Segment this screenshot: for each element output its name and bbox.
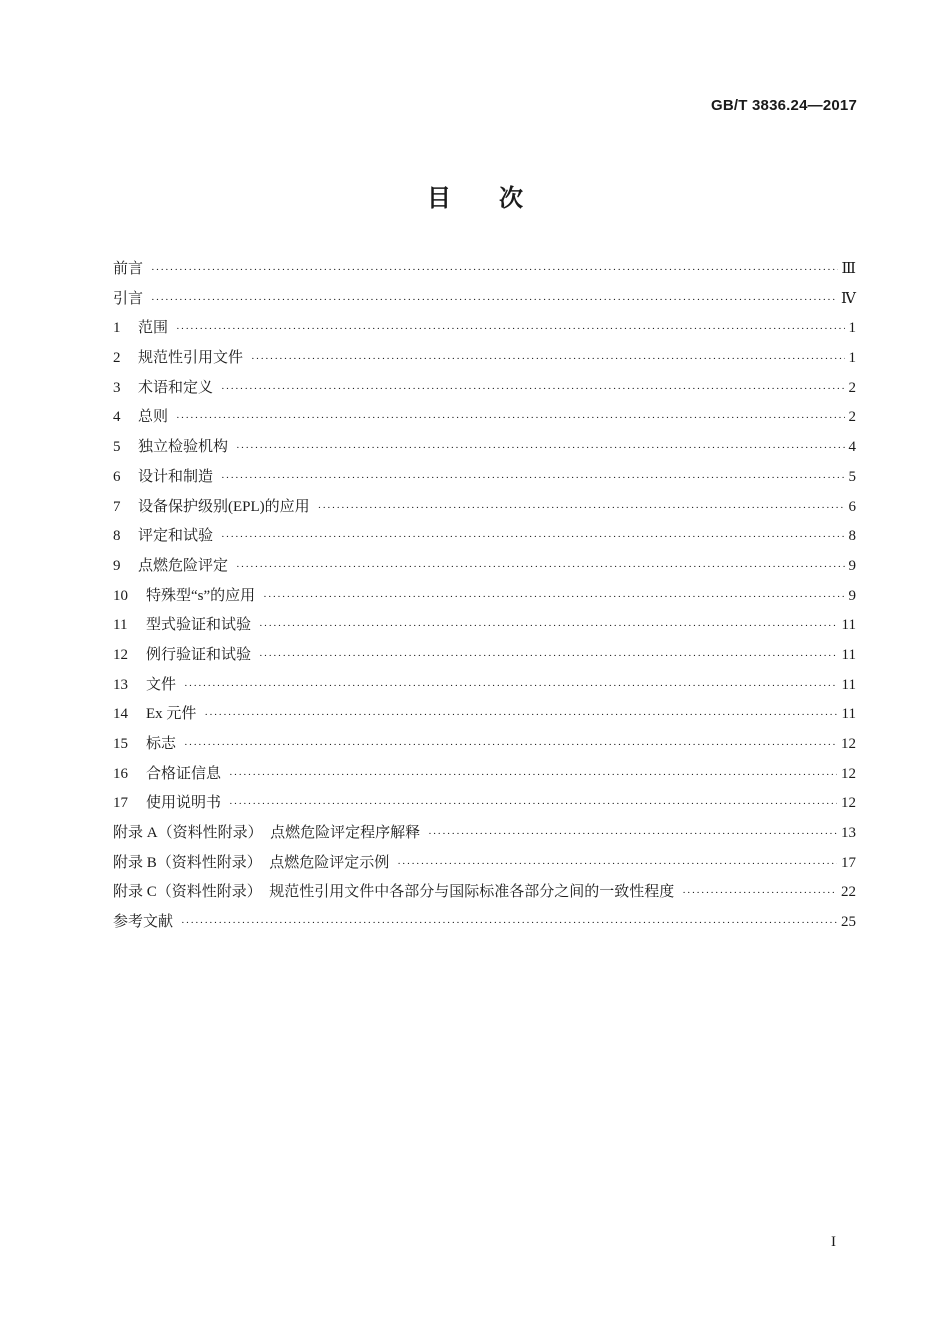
toc-entry-label: 附录 B（资料性附录） 点燃危险评定示例 <box>113 854 390 871</box>
toc-entry-page: 25 <box>841 914 856 931</box>
toc-entry-number: 3 <box>113 379 121 396</box>
toc-entry-page: Ⅲ <box>841 261 856 277</box>
toc-entry[interactable] <box>113 674 856 704</box>
toc-entry[interactable] <box>113 555 856 585</box>
toc-entry[interactable] <box>113 317 856 347</box>
toc-entry-label: 文件 <box>146 676 177 693</box>
toc-entry[interactable] <box>113 763 856 793</box>
toc-entry-page: 6 <box>848 498 856 515</box>
toc-entry-page: 22 <box>841 884 856 901</box>
dot-leader <box>397 853 837 875</box>
toc-entry[interactable] <box>113 377 856 407</box>
toc-entry-number: 5 <box>113 439 121 456</box>
dot-leader <box>151 289 837 311</box>
toc-entry-label: 点燃危险评定 <box>138 557 229 574</box>
page-number: I <box>831 1234 836 1250</box>
toc-entry[interactable] <box>113 585 856 615</box>
toc-entry-number: 8 <box>113 528 121 545</box>
toc-entry[interactable] <box>113 822 856 852</box>
toc-entry[interactable] <box>113 881 856 911</box>
standard-number: GB/T 3836.24—2017 <box>711 97 857 114</box>
toc-entry-label: 评定和试验 <box>138 528 214 545</box>
toc-entry-number: 16 <box>113 765 128 782</box>
dot-leader <box>682 882 837 904</box>
dot-leader <box>229 764 837 786</box>
toc-entry-page: 11 <box>841 706 856 723</box>
toc-entry-number: 9 <box>113 557 121 574</box>
dot-leader <box>221 378 844 400</box>
toc-entry-page: 11 <box>841 646 856 663</box>
toc-entry-label: 术语和定义 <box>138 379 214 396</box>
page-title: 目次 <box>427 186 571 212</box>
dot-leader <box>229 793 837 815</box>
dot-leader <box>259 645 838 667</box>
toc-entry[interactable] <box>113 258 856 288</box>
toc-entry-page: 9 <box>848 587 856 604</box>
toc-entry-label: 参考文献 <box>113 914 174 931</box>
toc-entry[interactable] <box>113 347 856 377</box>
toc-entry-label: 附录 A（资料性附录） 点燃危险评定程序解释 <box>113 825 421 842</box>
toc-entry-page: 8 <box>848 528 856 545</box>
toc-entry-label: 设备保护级别(EPL)的应用 <box>138 498 310 515</box>
dot-leader <box>176 407 844 429</box>
toc-entry-label: 前言 <box>113 261 144 277</box>
toc-entry-page: 2 <box>848 379 856 396</box>
toc-entry-number: 6 <box>113 468 121 485</box>
toc-entry[interactable] <box>113 911 856 941</box>
dot-leader <box>151 259 838 281</box>
toc-entry[interactable] <box>113 792 856 822</box>
toc-entry-label: 引言 <box>113 290 144 307</box>
toc-entry-label: 设计和制造 <box>138 468 214 485</box>
toc-entry-label: 型式验证和试验 <box>146 617 252 634</box>
dot-leader <box>204 704 837 726</box>
toc-entry-page: 13 <box>841 825 856 842</box>
toc-entry-label: 规范性引用文件 <box>138 350 244 367</box>
toc-entry-number: 12 <box>113 646 128 663</box>
table-of-contents <box>113 258 856 941</box>
toc-entry[interactable] <box>113 614 856 644</box>
toc-entry-number: 17 <box>113 795 128 812</box>
toc-entry-page: 11 <box>841 676 856 693</box>
toc-entry-number: 1 <box>113 320 121 337</box>
toc-entry-page: 12 <box>841 795 856 812</box>
dot-leader <box>184 675 838 697</box>
dot-leader <box>181 912 837 934</box>
toc-entry[interactable] <box>113 466 856 496</box>
toc-entry-label: Ex 元件 <box>146 706 197 723</box>
toc-entry[interactable] <box>113 703 856 733</box>
toc-entry-number: 2 <box>113 350 121 367</box>
dot-leader <box>236 437 844 459</box>
toc-entry-page: 1 <box>848 350 856 367</box>
toc-entry-page: 17 <box>841 854 856 871</box>
toc-entry[interactable] <box>113 733 856 763</box>
toc-entry[interactable] <box>113 436 856 466</box>
toc-entry-number: 4 <box>113 409 121 426</box>
toc-entry-number: 7 <box>113 498 121 515</box>
toc-entry-label: 使用说明书 <box>146 795 222 812</box>
dot-leader <box>221 467 844 489</box>
toc-entry-page: 12 <box>841 736 856 752</box>
toc-entry-page: 2 <box>848 409 856 426</box>
dot-leader <box>263 586 844 608</box>
toc-entry-label: 独立检验机构 <box>138 439 229 456</box>
toc-entry[interactable] <box>113 852 856 882</box>
dot-leader <box>428 823 837 845</box>
toc-entry[interactable] <box>113 644 856 674</box>
toc-entry[interactable] <box>113 496 856 526</box>
toc-entry-number: 14 <box>113 706 128 723</box>
dot-leader <box>259 615 838 637</box>
toc-entry-label: 例行验证和试验 <box>146 646 252 663</box>
toc-entry-label: 合格证信息 <box>146 765 222 782</box>
toc-entry[interactable] <box>113 288 856 318</box>
toc-entry-page: 5 <box>848 468 856 485</box>
dot-leader <box>184 734 837 756</box>
dot-leader <box>176 318 844 340</box>
toc-entry-page: 1 <box>848 320 856 337</box>
toc-entry-page: 11 <box>841 617 856 634</box>
toc-entry-number: 11 <box>113 617 128 634</box>
toc-entry-label: 附录 C（资料性附录） 规范性引用文件中各部分与国际标准各部分之间的一致性程度 <box>113 884 675 901</box>
toc-entry-number: 15 <box>113 736 128 752</box>
toc-entry-label: 总则 <box>138 409 169 426</box>
toc-entry-page: Ⅳ <box>841 290 856 307</box>
toc-entry-number: 10 <box>113 587 128 604</box>
toc-entry-label: 标志 <box>146 736 177 752</box>
toc-entry-page: 4 <box>848 439 856 456</box>
toc-entry-number: 13 <box>113 676 128 693</box>
dot-leader <box>236 556 844 578</box>
toc-entry-page: 12 <box>841 765 856 782</box>
toc-entry-label: 特殊型“s”的应用 <box>146 587 256 604</box>
toc-entry-label: 范围 <box>138 320 169 337</box>
dot-leader <box>221 526 844 548</box>
dot-leader <box>251 348 844 370</box>
toc-entry[interactable] <box>113 525 856 555</box>
toc-entry-page: 9 <box>848 557 856 574</box>
dot-leader <box>318 497 845 519</box>
toc-entry[interactable] <box>113 406 856 436</box>
